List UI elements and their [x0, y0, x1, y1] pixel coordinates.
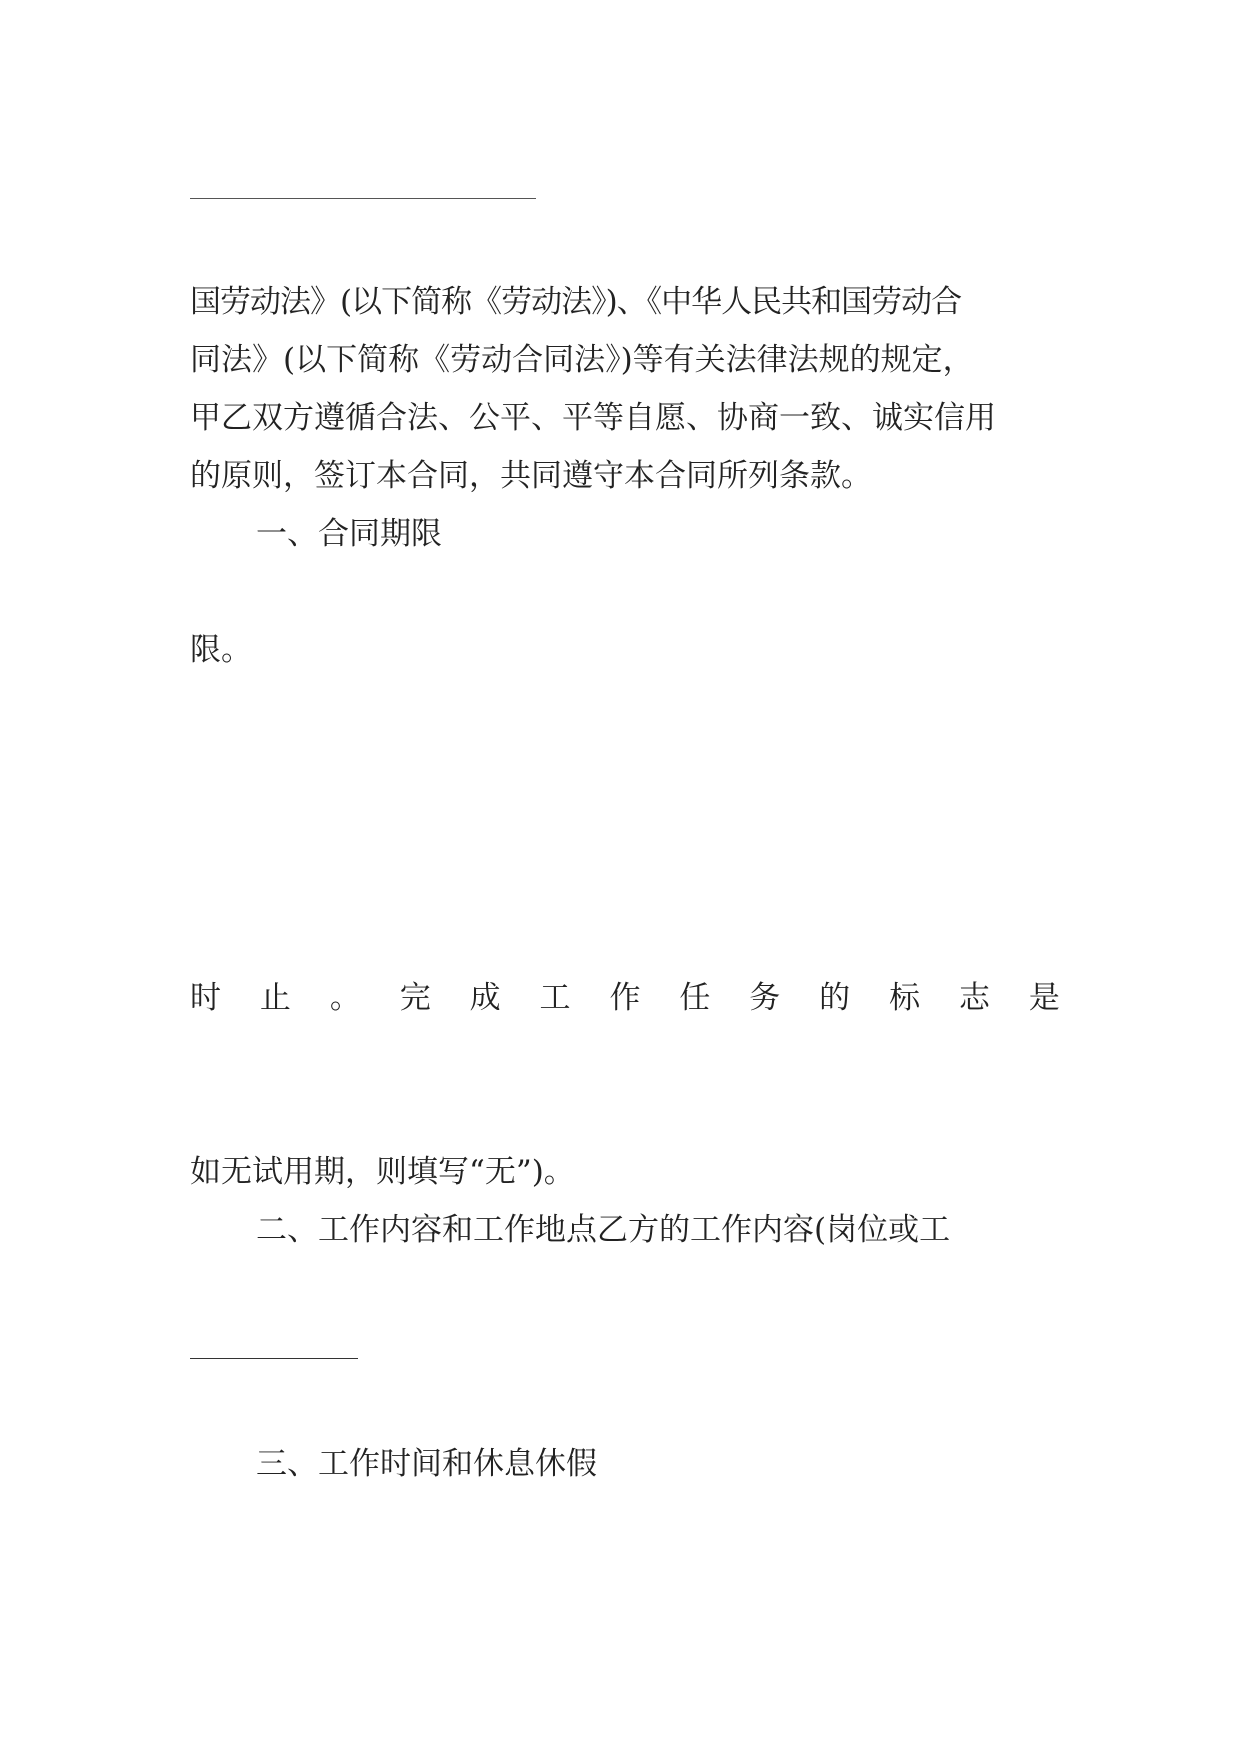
- section-heading-work: 二、工作内容和工作地点乙方的工作内容(岗位或工: [256, 1212, 951, 1248]
- hours-method-line: [190, 1502, 1060, 1542]
- phone-line: [190, 224, 1060, 264]
- paragraph-line: 同法》(以下简称《劳动合同法》)等有关法律法规的规定，: [190, 342, 974, 378]
- spread-char: 完: [399, 980, 431, 1016]
- probation-line: [190, 1094, 1060, 1134]
- spread-char: 标: [889, 980, 921, 1016]
- section-heading-hours: 三、工作时间和休息休假: [256, 1446, 597, 1482]
- paragraph-line: 甲乙双方遵循合法、公平、平等自愿、协商一致、诚实信用: [190, 400, 996, 436]
- paragraph-line: 的原则，签订本合同，共同遵守本合同所列条款。: [190, 458, 872, 494]
- paragraph-line: 国劳动法》(以下简称《劳动法》)、《中华人民共和国劳动合: [190, 284, 962, 320]
- fixed-term-end-line: [190, 746, 1060, 786]
- spread-char: 时: [190, 980, 221, 1016]
- task-term-line: [190, 862, 1060, 902]
- spread-char: 作: [609, 980, 641, 1016]
- work-place-field-line: [190, 1384, 1060, 1424]
- task-marker-line: [190, 978, 1060, 1018]
- spread-char: 志: [958, 980, 990, 1016]
- spread-char: 的: [819, 980, 851, 1016]
- contract-page: [190, 0, 1060, 1754]
- spread-char: 是: [1028, 980, 1060, 1016]
- fixed-term-line: [190, 688, 1060, 728]
- term-method-line: [190, 572, 1060, 612]
- paragraph-line: 限。: [190, 632, 252, 668]
- work-content-field-end[interactable]: [190, 1332, 358, 1359]
- spread-char: 任: [679, 980, 711, 1016]
- work-place-line: [190, 1326, 1060, 1366]
- spread-char: 工: [539, 980, 571, 1016]
- spread-char: 成: [469, 980, 501, 1016]
- work-content-line: [190, 1268, 1060, 1308]
- spread-char: 。: [329, 980, 361, 1016]
- paragraph-line: 如无试用期，则填写“无”)。: [190, 1154, 575, 1190]
- task-term-line-2: [190, 920, 1060, 960]
- open-term-line: [190, 804, 1060, 844]
- spread-char: 止: [259, 980, 291, 1016]
- section-heading-term: 一、合同期限: [256, 516, 442, 552]
- spread-char: 务: [749, 980, 781, 1016]
- task-marker-field-line: [190, 1036, 1060, 1076]
